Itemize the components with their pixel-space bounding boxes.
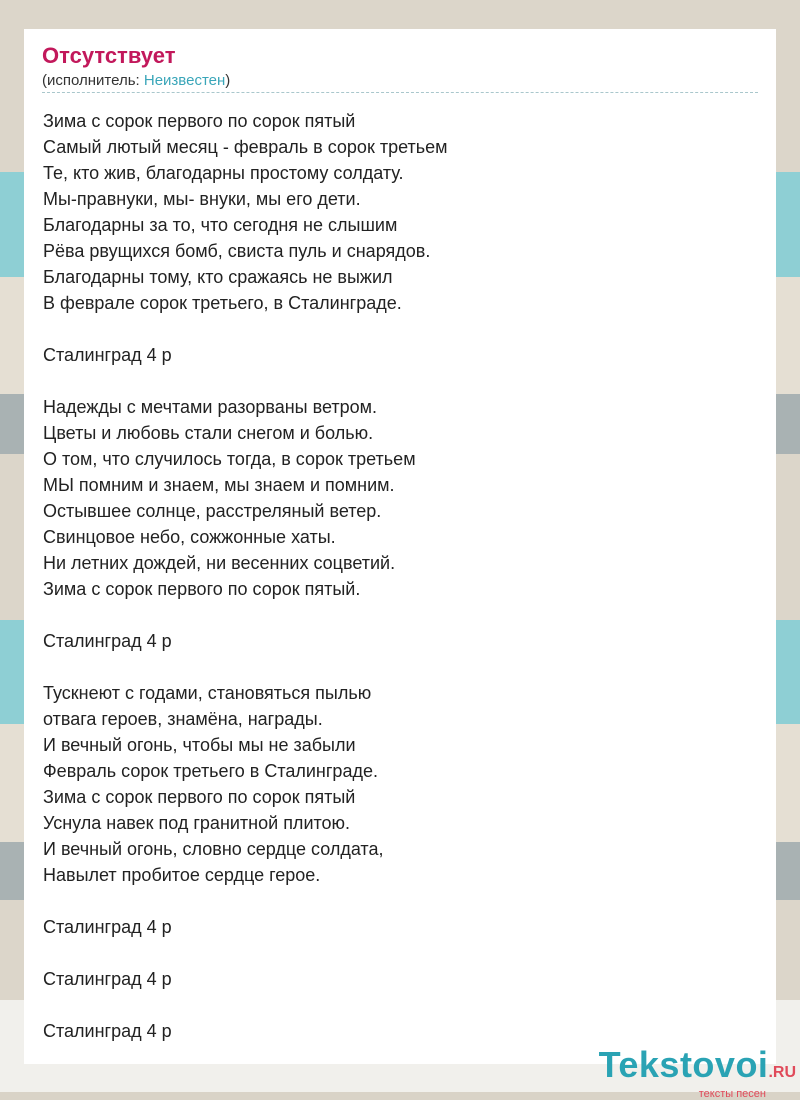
logo-name: Tekstovoi [598, 1044, 769, 1085]
lyric-line: Мы-правнуки, мы- внуки, мы его дети. [43, 189, 361, 209]
lyric-line: отвага героев, знамёна, награды. [43, 709, 323, 729]
stanza-gap [43, 940, 758, 966]
stanza-gap [43, 654, 758, 680]
lyric-line: Благодарны тому, кто сражаясь не выжил [43, 267, 393, 287]
stanza-gap [43, 888, 758, 914]
lyric-line: О том, что случилось тогда, в сорок третьем [43, 449, 416, 469]
lyric-line: В феврале сорок третьего, в Сталинграде. [43, 293, 402, 313]
stanza-gap [43, 316, 758, 342]
lyric-line: Остывшее солнце, расстреляный ветер. [43, 501, 382, 521]
logo-tld: .RU [768, 1064, 796, 1081]
artist-link[interactable]: Неизвестен [143, 72, 226, 89]
lyric-line: И вечный огонь, словно сердце солдата, [43, 839, 384, 859]
lyric-line: Зима с сорок первого по сорок пятый. [43, 579, 361, 599]
lyric-line: Самый лютый месяц - февраль в сорок третьем [43, 137, 448, 157]
lyric-line: Февраль сорок третьего в Сталинграде. [43, 761, 378, 781]
artist-prefix: (исполнитель: [42, 72, 144, 89]
artist-line [42, 72, 758, 90]
stanza-gap [43, 602, 758, 628]
lyric-line: МЫ помним и знаем, мы знаем и помним. [43, 475, 395, 495]
lyric-line: Ни летних дождей, ни весенних соцветий. [43, 553, 396, 573]
stanza-gap [43, 992, 758, 1018]
lyric-line: Уснула навек под гранитной плитою. [43, 813, 351, 833]
lyric-line: Те, кто жив, благодарны простому солдату. [43, 163, 404, 183]
lyric-line: Свинцовое небо, сожжонные хаты. [43, 527, 336, 547]
lyric-line: Сталинград 4 р [43, 1021, 172, 1041]
lyric-line: Навылет пробитое сердце герое. [43, 865, 321, 885]
lyrics-body [43, 108, 758, 1044]
artist-suffix: ) [225, 72, 231, 89]
lyrics-card [24, 29, 776, 1064]
lyric-line: Цветы и любовь стали снегом и болью. [43, 423, 374, 443]
logo-wordmark [599, 1046, 796, 1092]
lyric-line: Сталинград 4 р [43, 345, 172, 365]
stanza-gap [43, 368, 758, 394]
lyric-line: Сталинград 4 р [43, 917, 172, 937]
lyric-line: Тускнеют с годами, становяться пылью [43, 683, 372, 703]
lyric-line: Сталинград 4 р [43, 631, 172, 651]
lyric-line: И вечный огонь, чтобы мы не забыли [43, 735, 356, 755]
lyric-line: Надежды с мечтами разорваны ветром. [43, 397, 378, 417]
lyric-line: Рёва рвущихся бомб, свиста пуль и снарядов. [43, 241, 431, 261]
logo-tagline: тексты песен [698, 1088, 766, 1100]
song-header [42, 43, 758, 90]
lyric-line: Сталинград 4 р [43, 969, 172, 989]
header-divider [42, 92, 758, 93]
lyric-line: Зима с сорок первого по сорок пятый [43, 111, 356, 131]
lyric-line: Зима с сорок первого по сорок пятый [43, 787, 356, 807]
song-title: Отсутствует [42, 43, 176, 68]
lyric-line: Благодарны за то, что сегодня не слышим [43, 215, 398, 235]
